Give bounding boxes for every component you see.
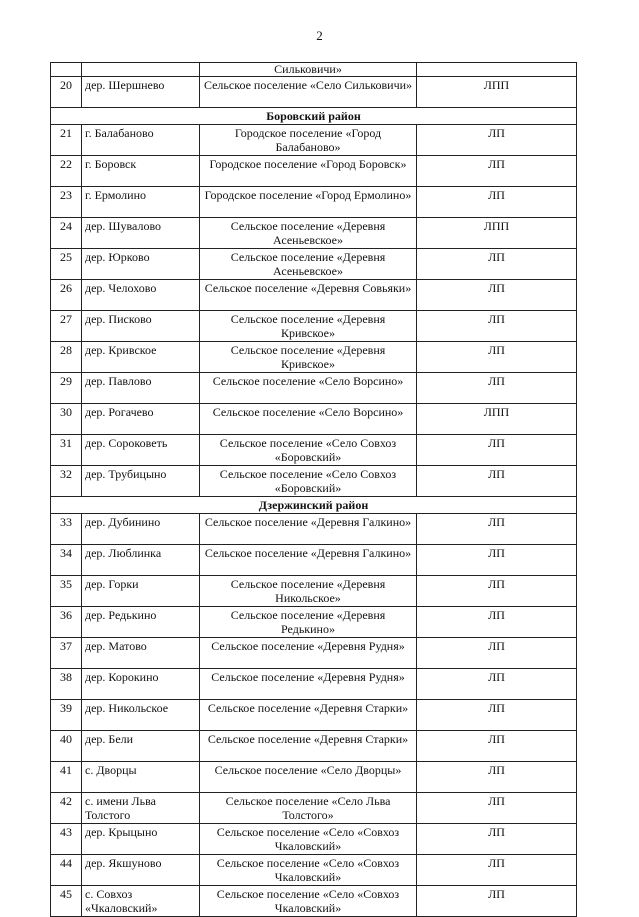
table-cell-municipality: Сельское поселение «Село Совхоз «Боровский» (200, 466, 417, 497)
table-cell-number: 37 (51, 638, 82, 669)
table-cell-number: 26 (51, 280, 82, 311)
table-cell-number: 39 (51, 700, 82, 731)
table-cell-number: 36 (51, 607, 82, 638)
table-cell-type: ЛП (417, 638, 577, 669)
table-cell-locality: дер. Редькино (82, 607, 200, 638)
table-row (51, 669, 577, 700)
table-cell-number: 40 (51, 731, 82, 762)
table-cell-number: 33 (51, 514, 82, 545)
table-cell-municipality: Сельское поселение «Деревня Никольское» (200, 576, 417, 607)
table-row (51, 311, 577, 342)
table-cell-number: 41 (51, 762, 82, 793)
table-cell-type: ЛПП (417, 218, 577, 249)
table-row (51, 435, 577, 466)
table-cell-municipality: Сельское поселение «Деревня Кривское» (200, 311, 417, 342)
table-cell-municipality: Сельское поселение «Деревня Старки» (200, 731, 417, 762)
table-row (51, 545, 577, 576)
table-cell-locality: с. имени Льва Толстого (82, 793, 200, 824)
table-cell-municipality: Сельское поселение «Деревня Галкино» (200, 545, 417, 576)
table-row (51, 249, 577, 280)
table-row (51, 514, 577, 545)
table-cell-type: ЛП (417, 855, 577, 886)
table-cell-type: ЛП (417, 280, 577, 311)
table-cell-type: ЛП (417, 156, 577, 187)
table-cell-locality: дер. Корокино (82, 669, 200, 700)
table-cell-locality: дер. Трубицыно (82, 466, 200, 497)
table-row (51, 762, 577, 793)
table-cell-locality: г. Ермолино (82, 187, 200, 218)
table-cell-municipality: Сельское поселение «Село Ворсино» (200, 404, 417, 435)
table-cell-type: ЛП (417, 700, 577, 731)
table-cell-number: 38 (51, 669, 82, 700)
table-cell-municipality: Сельское поселение «Село Сильковичи» (200, 77, 417, 108)
table-cell-number: 27 (51, 311, 82, 342)
table-cell-number: 32 (51, 466, 82, 497)
table-cell-type: ЛП (417, 187, 577, 218)
table-cell-locality: дер. Шувалово (82, 218, 200, 249)
table-row (51, 576, 577, 607)
table-cell-locality: дер. Рогачево (82, 404, 200, 435)
table-cell-municipality: Сельское поселение «Деревня Редькино» (200, 607, 417, 638)
table-cell-municipality: Сельское поселение «Село «Совхоз Чкаловский» (200, 886, 417, 917)
table-cell-type: ЛП (417, 125, 577, 156)
table-cell-number: 23 (51, 187, 82, 218)
table-cell-municipality: Городское поселение «Город Боровск» (200, 156, 417, 187)
table-cell-locality: г. Боровск (82, 156, 200, 187)
table-cell-municipality: Сильковичи» (200, 63, 417, 77)
table-cell-type: ЛП (417, 886, 577, 917)
table-cell-number: 20 (51, 77, 82, 108)
section-title: Боровский район (51, 108, 577, 125)
table-row (51, 824, 577, 855)
section-title: Дзержинский район (51, 497, 577, 514)
table-cell-type: ЛП (417, 824, 577, 855)
table-cell-type: ЛП (417, 576, 577, 607)
table-cell-municipality: Сельское поселение «Деревня Кривское» (200, 342, 417, 373)
table-row (51, 466, 577, 497)
table-cell-type: ЛП (417, 435, 577, 466)
table-cell-locality: дер. Юрково (82, 249, 200, 280)
table-cell-municipality: Сельское поселение «Село Ворсино» (200, 373, 417, 404)
table-row (51, 218, 577, 249)
table-cell-type: ЛП (417, 311, 577, 342)
registry-body (51, 63, 577, 917)
table-cell-municipality: Сельское поселение «Деревня Рудня» (200, 638, 417, 669)
table-row (51, 886, 577, 917)
table-cell-type: ЛП (417, 249, 577, 280)
table-cell-number: 45 (51, 886, 82, 917)
table-cell-type: ЛП (417, 607, 577, 638)
table-cell-locality: дер. Якшуново (82, 855, 200, 886)
table-row (51, 156, 577, 187)
table-cell-type: ЛП (417, 373, 577, 404)
table-cell-locality: дер. Бели (82, 731, 200, 762)
table-cell-municipality: Сельское поселение «Село Дворцы» (200, 762, 417, 793)
table-row (51, 607, 577, 638)
table-cell-number: 44 (51, 855, 82, 886)
table-cell-number: 30 (51, 404, 82, 435)
table-row (51, 342, 577, 373)
table-cell-number: 24 (51, 218, 82, 249)
table-cell-municipality: Сельское поселение «Деревня Галкино» (200, 514, 417, 545)
table-cell-locality: дер. Шершнево (82, 77, 200, 108)
section-header-row (51, 108, 577, 125)
table-cell-locality: дер. Челохово (82, 280, 200, 311)
table-cell-locality: дер. Люблинка (82, 545, 200, 576)
table-cell-number: 25 (51, 249, 82, 280)
table-cell-type: ЛП (417, 342, 577, 373)
table-cell-number: 28 (51, 342, 82, 373)
table-cell-type (417, 63, 577, 77)
table-cell-municipality: Сельское поселение «Деревня Рудня» (200, 669, 417, 700)
table-cell-locality: дер. Кривское (82, 342, 200, 373)
table-cell-number: 22 (51, 156, 82, 187)
registry-table (50, 62, 577, 917)
table-cell-number: 29 (51, 373, 82, 404)
table-row (51, 77, 577, 108)
table-cell-locality: дер. Никольское (82, 700, 200, 731)
table-cell-municipality: Городское поселение «Город Балабаново» (200, 125, 417, 156)
table-cell-municipality: Сельское поселение «Село «Совхоз Чкаловский» (200, 855, 417, 886)
table-cell-locality: г. Балабаново (82, 125, 200, 156)
table-cell-type: ЛП (417, 793, 577, 824)
table-cell-type: ЛП (417, 466, 577, 497)
table-cell-type: ЛПП (417, 404, 577, 435)
table-cell-number: 34 (51, 545, 82, 576)
table-cell-municipality: Сельское поселение «Деревня Старки» (200, 700, 417, 731)
table-row (51, 404, 577, 435)
table-row (51, 793, 577, 824)
continuation-row (51, 63, 577, 77)
table-cell-locality (82, 63, 200, 77)
table-cell-municipality: Сельское поселение «Село Совхоз «Боровский» (200, 435, 417, 466)
table-cell-municipality: Сельское поселение «Село «Совхоз Чкаловский» (200, 824, 417, 855)
table-cell-municipality: Сельское поселение «Деревня Асеньевское» (200, 218, 417, 249)
table-cell-municipality: Городское поселение «Город Ермолино» (200, 187, 417, 218)
table-cell-locality: дер. Павлово (82, 373, 200, 404)
table-row (51, 731, 577, 762)
table-cell-type: ЛП (417, 545, 577, 576)
table-cell-locality: дер. Матово (82, 638, 200, 669)
table-cell-municipality: Сельское поселение «Село Льва Толстого» (200, 793, 417, 824)
table-cell-type: ЛП (417, 669, 577, 700)
table-cell-municipality: Сельское поселение «Деревня Совьяки» (200, 280, 417, 311)
table-row (51, 280, 577, 311)
table-cell-municipality: Сельское поселение «Деревня Асеньевское» (200, 249, 417, 280)
table-cell-number: 42 (51, 793, 82, 824)
page-number: 2 (316, 28, 323, 43)
table-cell-number (51, 63, 82, 77)
table-cell-locality: с. Совхоз «Чкаловский» (82, 886, 200, 917)
table-cell-locality: дер. Писково (82, 311, 200, 342)
table-cell-type: ЛП (417, 731, 577, 762)
table-row (51, 187, 577, 218)
table-cell-type: ЛП (417, 762, 577, 793)
table-cell-number: 35 (51, 576, 82, 607)
table-cell-locality: с. Дворцы (82, 762, 200, 793)
table-cell-type: ЛПП (417, 77, 577, 108)
table-cell-type: ЛП (417, 514, 577, 545)
table-cell-locality: дер. Дубинино (82, 514, 200, 545)
table-row (51, 373, 577, 404)
table-cell-number: 43 (51, 824, 82, 855)
table-cell-number: 21 (51, 125, 82, 156)
table-cell-number: 31 (51, 435, 82, 466)
table-row (51, 855, 577, 886)
table-row (51, 638, 577, 669)
section-header-row (51, 497, 577, 514)
table-row (51, 125, 577, 156)
table-cell-locality: дер. Горки (82, 576, 200, 607)
table-cell-locality: дер. Сороковеть (82, 435, 200, 466)
table-cell-locality: дер. Крыцыно (82, 824, 200, 855)
table-row (51, 700, 577, 731)
